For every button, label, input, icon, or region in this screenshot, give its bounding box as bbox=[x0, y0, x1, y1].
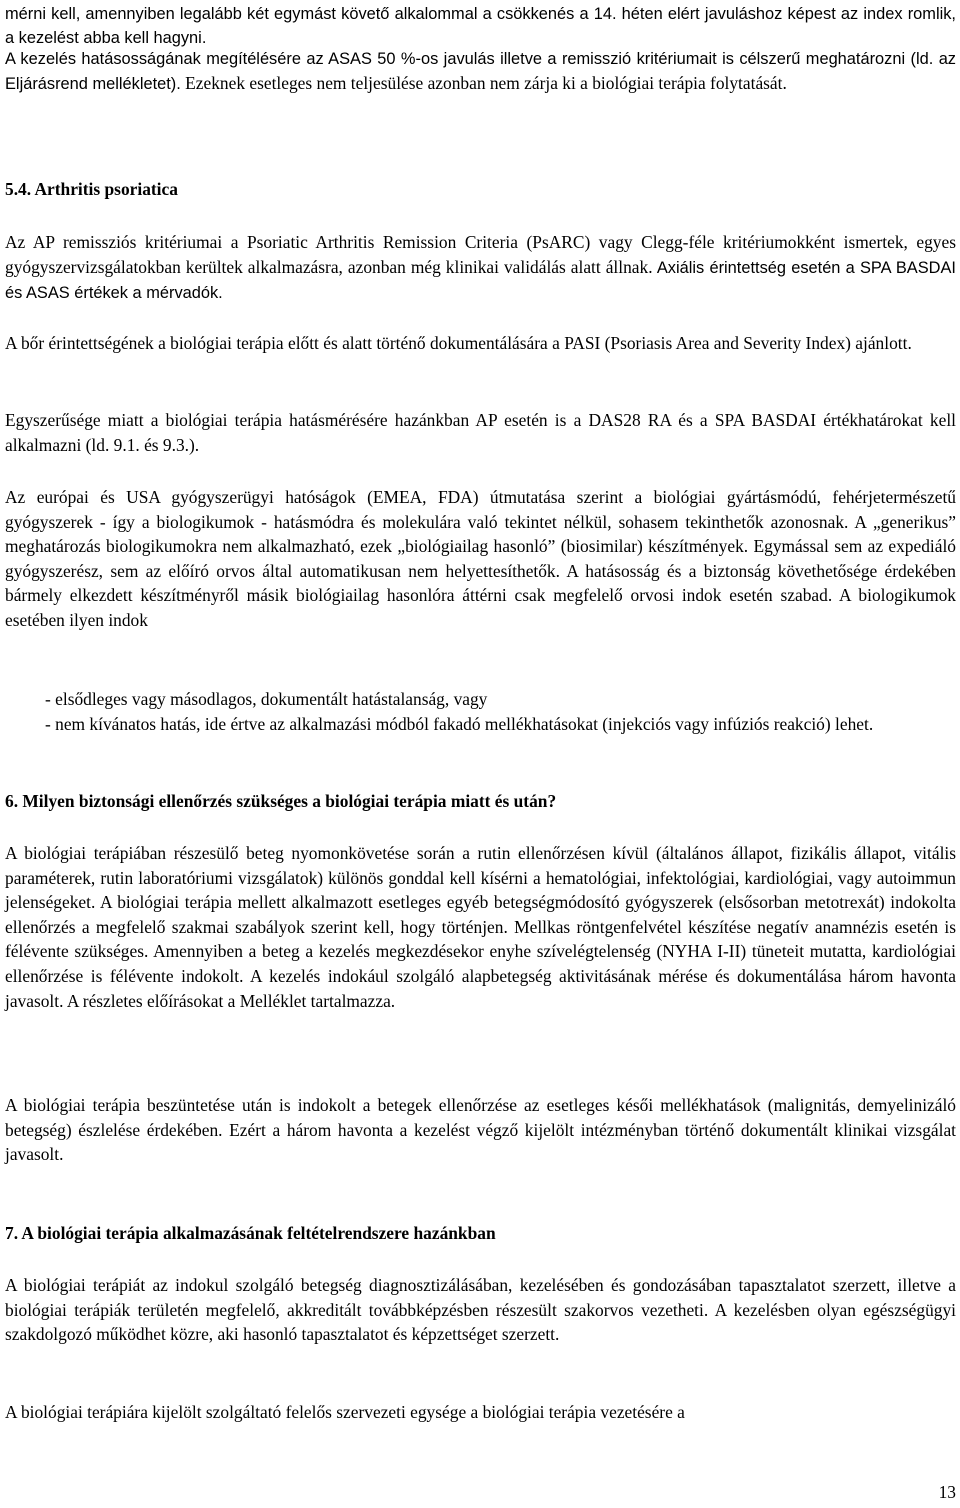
section-5-4-heading: 5.4. Arthritis psoriatica bbox=[5, 179, 178, 199]
section-5-4-paragraph-1-sans: Axiális érintettség esetén a SPA BASDAI és ASAS értékek a mérvadók. bbox=[5, 258, 956, 302]
section-7-paragraph-2: A biológiai terápiára kijelölt szolgáltató felelős szervezeti egysége a biológiai terápia vezetésére a bbox=[5, 1402, 685, 1422]
indication-list-item: - elsődleges vagy másodlagos, dokumentált hatástalanság, vagy bbox=[45, 689, 488, 709]
section-5-4-paragraph-4: Az európai és USA gyógyszerügyi hatóságok (EMEA, FDA) útmutatása szerint a biológiai gyártásmódú, fehérjetermészetű gyógyszerek - így a biologikumok - hatásmódra és molekulára való tekintet nélkül, sohasem tekinthetők azonosnak. A „generikus” meghatározás biologikumokra nem alkalmazható, ezek „biológiailag hasonló” (biosimilar) készítmények. Egymással sem az expediáló gyógyszerész, sem az előíró orvos által automatikusan nem helyettesíthetők. A hatásosság és a biztonság követhetősége érdekében bármely elkezdett készítményről másik biológiailag hasonlóra áttérni csak megfelelő orvosi indok esetén szabad. A biologikumok esetében ilyen indok bbox=[5, 487, 956, 630]
section-6-paragraph-2: A biológiai terápia beszüntetése után is indokolt a betegek ellenőrzése az esetleges késői mellékhatások (malignitás, demyelinizáló betegség) észlelése érdekében. Ezért a három havonta a kezelést végző kijelölt intézményban történő dokumentált klinikai vizsgálat javasolt. bbox=[5, 1095, 956, 1165]
page-number: 13 bbox=[938, 1482, 956, 1502]
section-6-paragraph-1: A biológiai terápiában részesülő beteg nyomonkövetése során a rutin ellenőrzésen kívül (általános állapot, fizikális állapot, vitális paraméterek, rutin laboratóriumi vizsgálatok) különös gonddal kell kísérni a hematológiai, infektológiai, kardiológiai, vagy autoimmun jelenségeket. A biológiai terápia mellett alkalmazott esetleges egyéb betegségmódosító gyógyszerek (elsősorban metotrexát) indokolta ellenőrzés a megfelelő szakmai szabályok szerint kell, hogy történjen. Mellkas röntgenfelvétel készítése negatív anamnézis esetén is félévente szükséges. Amennyiben a beteg a kezelés megkezdésekor enyhe szívelégtelenség (NYHA I-II) tüneteit mutatta, kardiológiai ellenőrzése is félévente indokolt. A kezelés indokául szolgáló alapbetegség aktivitásának mérése és dokumentálása három havonta javasolt. A részletes előírásokat a Melléklet tartalmazza. bbox=[5, 843, 956, 1011]
section-7-paragraph-1: A biológiai terápiát az indokul szolgáló betegség diagnosztizálásában, kezelésében és gondozásában tapasztalatot szerzett, illetve a biológiai terápiák területén megfelelő, akkreditált továbbképzésben részesült szakorvos vezetheti. A kezelésben olyan egészségügyi szakdolgozó működhet közre, aki hasonló tapasztalatot és képzettséget szerzett. bbox=[5, 1275, 956, 1345]
intro-paragraph-1: mérni kell, amennyiben legalább két egymást követő alkalommal a csökkenés a 14. héten elért javuláshoz képest az index romlik, a kezelést abba kell hagyni. bbox=[5, 5, 956, 47]
section-5-4-paragraph-3: Egyszerűsége miatt a biológiai terápia hatásmérésére hazánkban AP esetén is a DAS28 RA és a SPA BASDAI értékhatárokat kell alkalmazni (ld. 9.1. és 9.3.). bbox=[5, 410, 956, 455]
intro-paragraph-2 bbox=[5, 47, 956, 96]
section-6-heading: 6. Milyen biztonsági ellenőrzés szükséges a biológiai terápia miatt és után? bbox=[5, 791, 557, 811]
section-7-heading: 7. A biológiai terápia alkalmazásának feltételrendszere hazánkban bbox=[5, 1223, 496, 1243]
indication-list-item: - nem kívánatos hatás, ide értve az alkalmazási módból fakadó mellékhatásokat (injekciós vagy infúziós reakció) lehet. bbox=[45, 713, 874, 734]
indication-list bbox=[45, 687, 956, 736]
section-5-4-paragraph-1-serif: Az AP remissziós kritériumai a Psoriatic Arthritis Remission Criteria (PsARC) vagy Clegg-féle kritériumokként ismertek, egyes gyógyszervizsgálatokban kerültek alkalmazásra, azonban még klinikai validálás alatt állnak. bbox=[5, 232, 956, 277]
intro-paragraph-2-serif: Ezeknek esetleges nem teljesülése azonban nem zárja ki a biológiai terápia folytatását. bbox=[180, 73, 787, 93]
intro-paragraph-2-sans: A kezelés hatásosságának megítélésére az ASAS 50 %-os javulás illetve a remisszió kritériumait is célszerű meghatározni (ld. az Eljárásrend mellékletet). bbox=[5, 50, 956, 93]
section-5-4-paragraph-2: A bőr érintettségének a biológiai terápia előtt és alatt történő dokumentálására a PASI (Psoriasis Area and Severity Index) ajánlott. bbox=[5, 333, 912, 353]
section-5-4-paragraph-1 bbox=[5, 230, 956, 305]
